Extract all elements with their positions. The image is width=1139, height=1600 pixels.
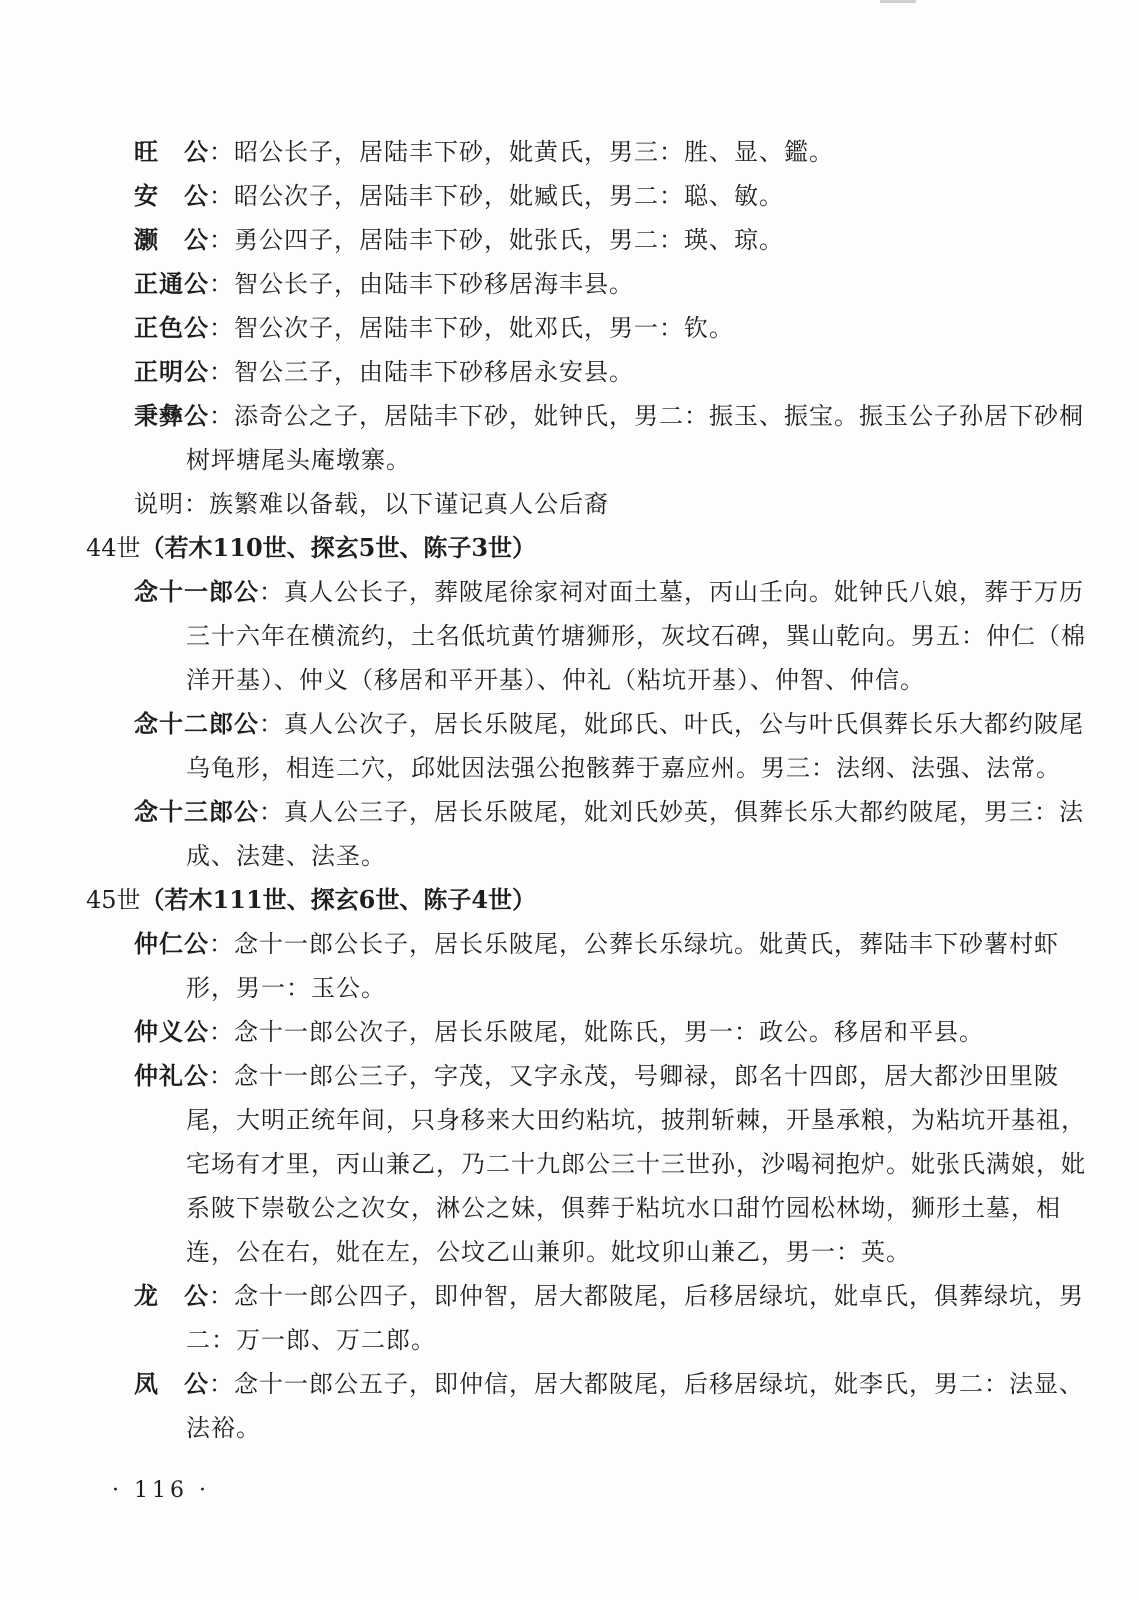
entry-nian12lang [86,702,1086,790]
entry-text: ：勇公四子，居陆丰下砂，妣张氏，男二：瑛、琼。 [209,226,784,254]
entry-text: ：添奇公之子，居陆丰下砂，妣钟氏，男二：振玉、振宝。振玉公子孙居下砂桐树坪塘尾头庵墩寨。 [186,402,1084,474]
entry-zhongyi [86,1010,1086,1054]
note: 说明：族繁难以备载，以下谨记真人公后裔 [134,490,609,518]
entry-name: 正通公 [134,269,209,298]
entry-name: 正色公 [134,313,209,342]
entry-text: ：真人公长子，葬陂尾徐家祠对面土墓，丙山壬向。妣钟氏八娘，葬于万历三十六年在横流约，土名低坑黄竹塘狮形，灰坟石碑，巽山乾向。男五：仲仁（棉洋开基）、仲义（移居和平开基）、仲礼（粘坑开基）、仲智、仲信。 [186,578,1086,694]
entry-nian13lang [86,790,1086,878]
generation-heading-45 [86,878,1086,922]
generation-number: 44世 [86,534,141,562]
entry-name: 念十三郎公 [134,797,259,826]
entry-name: 仲礼公 [134,1061,209,1090]
entry-name: 安 公 [134,181,209,210]
entry-name: 秉彝公 [134,401,209,430]
entry-zhongli [86,1054,1086,1274]
entry-feng [86,1362,1086,1450]
entry-nian11lang [86,570,1086,702]
entry-an [86,174,1086,218]
entry-text: ：智公三子，由陆丰下砂移居永安县。 [209,358,634,386]
page-number: · 116 · [112,1478,210,1503]
scan-mark [880,0,916,3]
entry-name: 念十二郎公 [134,709,259,738]
entry-zhengtong [86,262,1086,306]
entry-hao [86,218,1086,262]
entry-zhengse [86,306,1086,350]
entry-text: ：念十一郎公三子，字茂，又字永茂，号卿禄，郎名十四郎，居大都沙田里陂尾，大明正统年间，只身移来大田约粘坑，披荆斩棘，开垦承粮，为粘坑开基祖，宅场有才里，丙山兼乙，乃二十九郎公三十三世孙，沙喝祠抱炉。妣张氏满娘，妣系陂下崇敬公之次女，淋公之妹，俱葬于粘坑水口甜竹园松林坳，狮形土墓，相连，公在右，妣在左，公坟乙山兼卯。妣坟卯山兼乙，男一：英。 [186,1062,1086,1266]
entry-name: 旺 公 [134,137,209,166]
entry-name: 仲仁公 [134,929,209,958]
entry-text: ：智公次子，居陆丰下砂，妣邓氏，男一：钦。 [209,314,734,342]
entry-text: ：昭公长子，居陆丰下砂，妣黄氏，男三：胜、显、鑑。 [209,138,834,166]
entry-text: ：念十一郎公五子，即仲信，居大都陂尾，后移居绿坑，妣李氏，男二：法显、法裕。 [186,1370,1084,1442]
generation-detail: （若木110世、探玄5世、陈子3世） [140,533,537,562]
entry-text: ：昭公次子，居陆丰下砂，妣臧氏，男二：聪、敏。 [209,182,784,210]
entry-text: ：真人公次子，居长乐陂尾，妣邱氏、叶氏，公与叶氏俱葬长乐大都约陂尾乌龟形，相连二穴，邱妣因法强公抱骸葬于嘉应州。男三：法纲、法强、法常。 [186,710,1084,782]
generation-detail: （若木111世、探玄6世、陈子4世） [140,885,537,914]
entry-zhongren [86,922,1086,1010]
entry-wang [86,130,1086,174]
entry-name: 凤 公 [134,1369,209,1398]
entry-text: ：智公长子，由陆丰下砂移居海丰县。 [209,270,634,298]
entry-long [86,1274,1086,1362]
entry-name: 龙 公 [134,1281,209,1310]
entry-name: 正明公 [134,357,209,386]
entry-name: 灏 公 [134,225,209,254]
entry-name: 仲义公 [134,1017,209,1046]
entry-bingyi [86,394,1086,482]
entry-text: ：念十一郎公次子，居长乐陂尾，妣陈氏，男一：政公。移居和平县。 [209,1018,984,1046]
text-body [86,130,1086,1450]
generation-heading-44 [86,526,1086,570]
entry-text: ：念十一郎公长子，居长乐陂尾，公葬长乐绿坑。妣黄氏，葬陆丰下砂薯村虾形，男一：玉公。 [186,930,1059,1002]
entry-name: 念十一郎公 [134,577,259,606]
generation-number: 45世 [86,886,141,914]
entry-zhengming [86,350,1086,394]
entry-text: ：念十一郎公四子，即仲智，居大都陂尾，后移居绿坑，妣卓氏，俱葬绿坑，男二：万一郎、万二郎。 [186,1282,1084,1354]
entry-text: ：真人公三子，居长乐陂尾，妣刘氏妙英，俱葬长乐大都约陂尾，男三：法成、法建、法圣。 [186,798,1084,870]
